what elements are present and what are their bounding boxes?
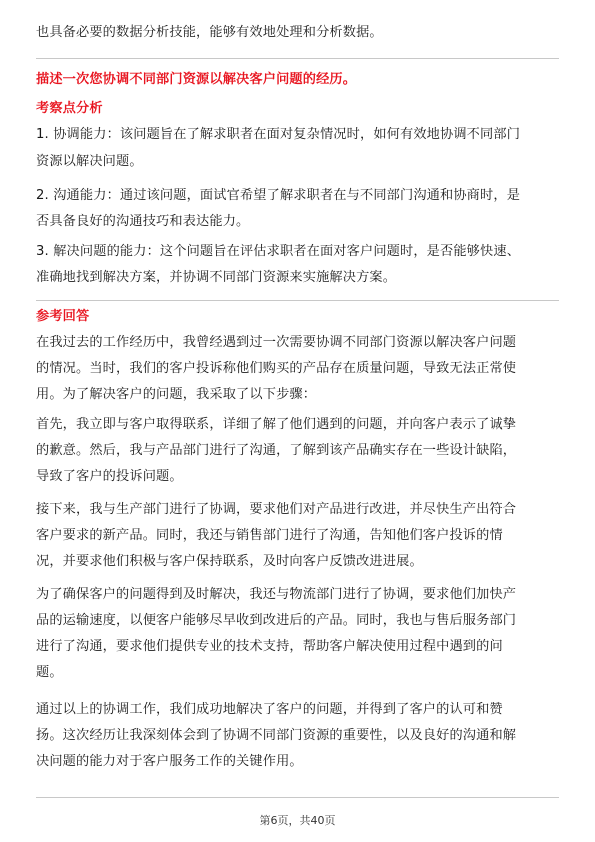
analysis-item-3-line-1: 3. 解决问题的能力：这个问题旨在评估求职者在面对客户问题时，是否能够快速、 <box>36 244 521 259</box>
answer-p1-line-2: 的情况。当时，我们的客户投诉称他们购买的产品存在质量问题，导致无法正常使 <box>36 361 517 376</box>
footer-divider <box>36 797 559 798</box>
answer-p4-line-4: 题。 <box>36 665 63 680</box>
answer-p4-line-2: 品的运输速度，以便客户能够尽早收到改进后的产品。同时，我也与售后服务部门 <box>36 613 517 628</box>
answer-p4-line-1: 为了确保客户的问题得到及时解决，我还与物流部门进行了协调，要求他们加快产 <box>36 587 517 602</box>
answer-p5-line-2: 扬。这次经历让我深刻体会到了协调不同部门资源的重要性，以及良好的沟通和解 <box>36 728 517 743</box>
answer-heading: 参考回答 <box>36 309 90 324</box>
analysis-item-1-line-2: 资源以解决问题。 <box>36 154 143 169</box>
document-page <box>36 0 559 842</box>
question-heading: 描述一次您协调不同部门资源以解决客户问题的经历。 <box>36 72 357 87</box>
answer-p3-line-3: 况，并要求他们积极与客户保持联系，及时向客户反馈改进进展。 <box>36 554 423 569</box>
answer-p3-line-2: 客户要求的新产品。同时，我还与销售部门进行了沟通，告知他们客户投诉的情 <box>36 528 503 543</box>
analysis-item-2-line-1: 2. 沟通能力：通过该问题，面试官希望了解求职者在与不同部门沟通和协商时，是 <box>36 188 521 203</box>
analysis-heading: 考察点分析 <box>36 101 103 116</box>
answer-p2-line-3: 导致了客户的投诉问题。 <box>36 469 183 484</box>
answer-p2-line-1: 首先，我立即与客户取得联系，详细了解了他们遇到的问题，并向客户表示了诚挚 <box>36 417 517 432</box>
answer-p3-line-1: 接下来，我与生产部门进行了协调，要求他们对产品进行改进，并尽快生产出符合 <box>36 502 517 517</box>
analysis-item-2-line-2: 否具备良好的沟通技巧和表达能力。 <box>36 214 250 229</box>
answer-p5-line-3: 决问题的能力对于客户服务工作的关键作用。 <box>36 754 303 769</box>
analysis-item-1-line-1: 1. 协调能力：该问题旨在了解求职者在面对复杂情况时，如何有效地协调不同部门 <box>36 127 521 142</box>
page-number: 第6页，共40页 <box>259 814 336 827</box>
answer-p4-line-3: 进行了沟通，要求他们提供专业的技术支持，帮助客户解决使用过程中遇到的问 <box>36 639 503 654</box>
section-divider <box>36 300 559 301</box>
section-divider <box>36 58 559 59</box>
answer-p2-line-2: 的歉意。然后，我与产品部门进行了沟通，了解到该产品确实存在一些设计缺陷， <box>36 443 517 458</box>
analysis-item-3-line-2: 准确地找到解决方案，并协调不同部门资源来实施解决方案。 <box>36 270 397 285</box>
intro-tail-text: 也具备必要的数据分析技能，能够有效地处理和分析数据。 <box>36 25 383 40</box>
answer-p1-line-3: 用。为了解决客户的问题，我采取了以下步骤： <box>36 387 317 402</box>
answer-p1-line-1: 在我过去的工作经历中，我曾经遇到过一次需要协调不同部门资源以解决客户问题 <box>36 335 517 350</box>
answer-p5-line-1: 通过以上的协调工作，我们成功地解决了客户的问题，并得到了客户的认可和赞 <box>36 702 503 717</box>
